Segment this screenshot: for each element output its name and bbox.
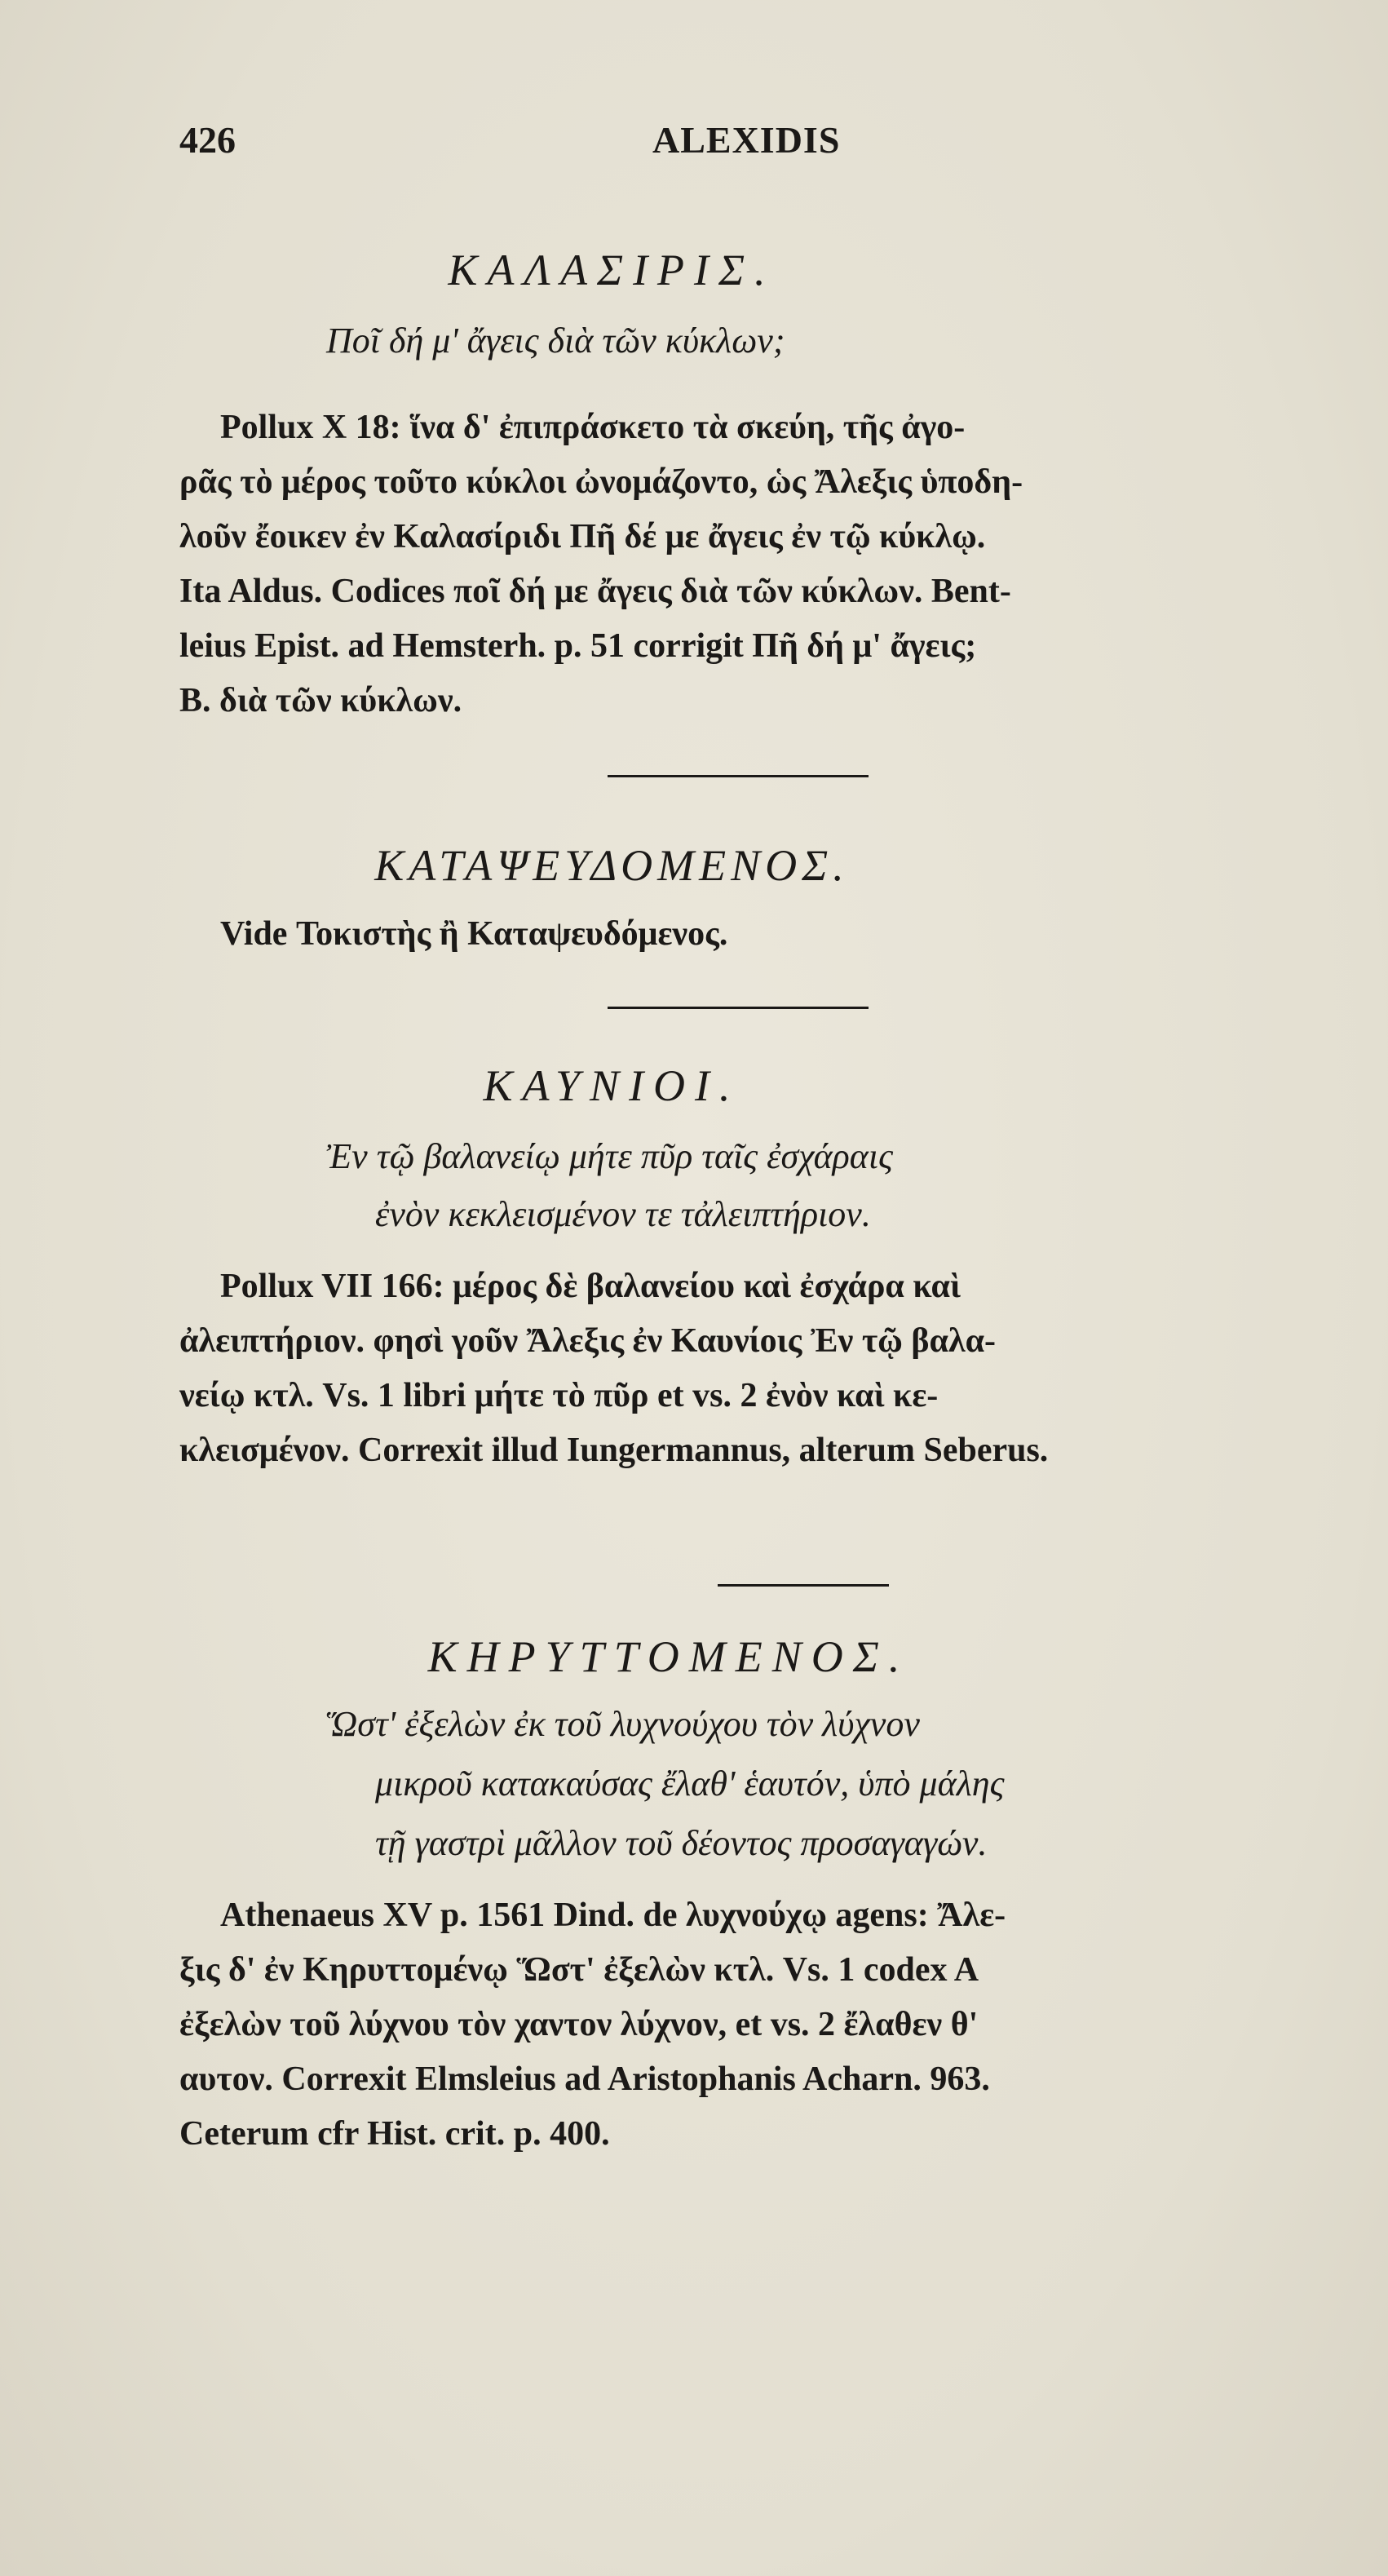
commentary-line: Pollux VII 166: μέρος δὲ βαλανείου καὶ ἐσχάρα καὶ	[220, 1268, 961, 1305]
verse-line: Ποῖ δή μ' ἄγεις διὰ τῶν κύκλων;	[326, 321, 785, 361]
entry-kaunioi	[179, 1060, 1372, 1478]
commentary-line: ρᾶς τὸ μέρος τοῦτο κύκλοι ὠνομάζοντο, ὡς Ἄλεξις ὑποδη-	[179, 463, 1023, 501]
entry-keryttomenos	[179, 1631, 1372, 2162]
running-header	[179, 118, 1191, 167]
entry-title: ΚΑΛΑΣΙΡΙΣ.	[448, 246, 776, 294]
entry-kalasiris	[179, 245, 1372, 728]
commentary-line: Pollux X 18: ἵνα δ' ἐπιπράσκετο τὰ σκεύη, τῆς ἀγο-	[220, 409, 966, 446]
commentary-line: Ita Aldus. Codices ποῖ δή με ἄγεις διὰ τῶν κύκλων. Bent-	[179, 573, 1011, 610]
commentary-line: κλεισμένον. Correxit illud Iungermannus, alterum Seberus.	[179, 1432, 1049, 1469]
commentary-line: νείῳ κτλ. Vs. 1 libri μήτε τὸ πῦρ et vs. 2 ἐνὸν καὶ κε-	[179, 1377, 939, 1414]
commentary	[179, 401, 1372, 728]
commentary-line: leius Epist. ad Hemsterh. p. 51 corrigit Πῆ δή μ' ἄγεις;	[179, 627, 977, 665]
verse-line: τῇ γαστρὶ μᾶλλον τοῦ δέοντος προσαγαγών.	[375, 1823, 988, 1863]
commentary	[179, 1259, 1372, 1478]
entry-title: ΚΑΥΝΙΟΙ.	[483, 1061, 740, 1110]
commentary-line: αυτον. Correxit Elmsleius ad Aristophanis Acharn. 963.	[179, 2060, 990, 2098]
verse-line: Ἐν τῷ βαλανείῳ μήτε πῦρ ταῖς ἐσχάραις	[326, 1136, 893, 1176]
commentary-line: Ceterum cfr Hist. crit. p. 400.	[179, 2115, 610, 2153]
commentary-line: ἀλειπτήριον. φησὶ γοῦν Ἄλεξις ἐν Καυνίοις Ἐν τῷ βαλα-	[179, 1322, 997, 1360]
commentary-line: Vide Τοκιστὴς ἢ Καταψευδόμενος.	[220, 915, 728, 953]
page-number: 426	[179, 119, 236, 161]
commentary-line: ξις δ' ἐν Κηρυττομένῳ Ὥστ' ἐξελὼν κτλ. Vs. 1 codex A	[179, 1951, 979, 1989]
commentary	[179, 1888, 1372, 2162]
verse-line: Ὥστ' ἐξελὼν ἐκ τοῦ λυχνούχου τὸν λύχνον	[326, 1704, 920, 1744]
section-divider	[608, 1007, 869, 1009]
section-divider	[718, 1584, 889, 1587]
commentary-line: λοῦν ἔοικεν ἐν Καλασίριδι Πῆ δέ με ἄγεις ἐν τῷ κύκλῳ.	[179, 518, 986, 555]
running-title: ALEXIDIS	[652, 119, 841, 161]
verse-line: ἐνὸν κεκλεισμένον τε τἀλειπτήριον.	[375, 1194, 871, 1234]
commentary-line: Athenaeus XV p. 1561 Dind. de λυχνούχῳ agens: Ἄλε-	[220, 1897, 1006, 1934]
entry-title: ΚΑΤΑΨΕΥΔΟΜΕΝΟΣ.	[374, 841, 849, 890]
verse-line: μικροῦ κατακαύσας ἔλαθ' ἑαυτόν, ὑπὸ μάλης	[375, 1764, 1005, 1804]
commentary-line: ἐξελὼν τοῦ λύχνου τὸν χαντον λύχνον, et vs. 2 ἔλαθεν θ'	[179, 2006, 979, 2043]
commentary-line: Β. διὰ τῶν κύκλων.	[179, 682, 462, 719]
entry-katapseudomenos	[179, 840, 1372, 962]
entry-title: ΚΗΡΥΤΤΟΜΕΝΟΣ.	[427, 1632, 910, 1681]
section-divider	[608, 775, 869, 777]
